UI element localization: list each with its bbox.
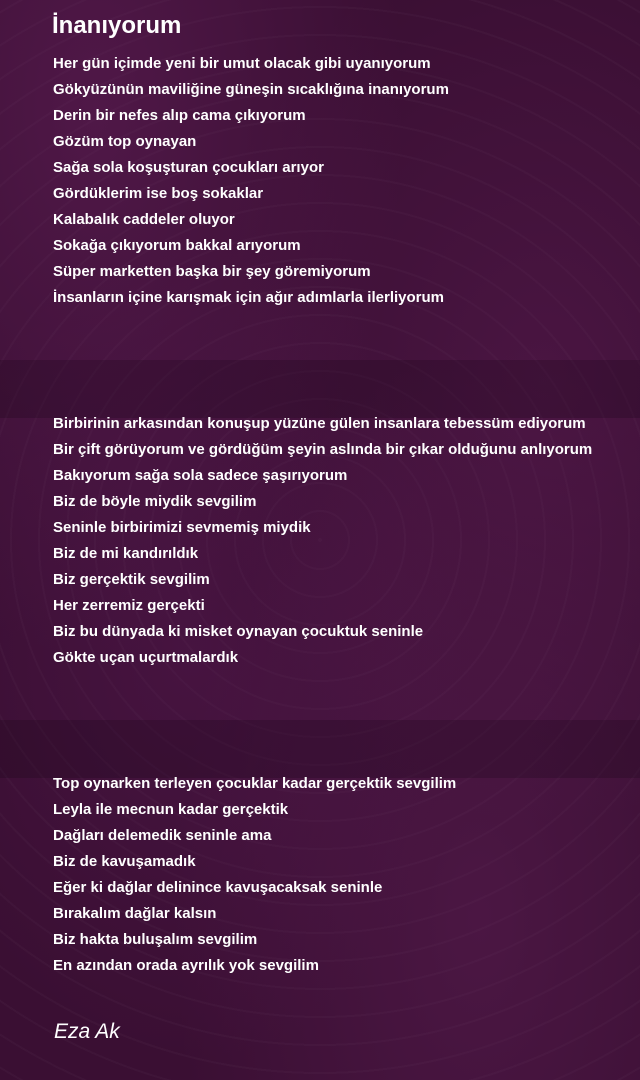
poem-line: Biz de kavuşamadık: [53, 853, 196, 870]
poem-line: İnsanların içine karışmak için ağır adımlarla ilerliyorum: [53, 289, 445, 306]
poem-line: Derin bir nefes alıp cama çıkıyorum: [53, 107, 306, 124]
poem-line: Gözüm top oynayan: [53, 133, 197, 150]
poem-line: Her gün içimde yeni bir umut olacak gibi uyanıyorum: [53, 55, 431, 72]
poem-author: Eza Ak: [54, 1020, 120, 1043]
poem-line: Birbirinin arkasından konuşup yüzüne gülen insanlara tebessüm ediyorum: [53, 415, 586, 432]
poem-line: Gördüklerim ise boş sokaklar: [53, 185, 264, 202]
stanza-3: [53, 771, 456, 979]
poem-line: En azından orada ayrılık yok sevgilim: [53, 957, 319, 974]
poem-line: Gökte uçan uçurtmalardık: [53, 649, 239, 666]
poem-line: Dağları delemedik seninle ama: [53, 827, 272, 844]
poem-title: İnanıyorum: [52, 12, 182, 39]
poem-line: Sağa sola koşuşturan çocukları arıyor: [53, 159, 324, 176]
poem-line: Bakıyorum sağa sola sadece şaşırıyorum: [53, 467, 348, 484]
poem-line: Biz hakta buluşalım sevgilim: [53, 931, 258, 948]
poem-line: Biz de böyle miydik sevgilim: [53, 493, 257, 510]
poem-line: Biz gerçektik sevgilim: [53, 571, 210, 588]
poem-line: Süper marketten başka bir şey göremiyorum: [53, 263, 371, 280]
stanza-1: [53, 51, 449, 311]
stanza-2: [53, 411, 592, 671]
poem-line: Gökyüzünün maviliğine güneşin sıcaklığına inanıyorum: [53, 81, 449, 98]
poem-line: Eğer ki dağlar delinince kavuşacaksak seninle: [53, 879, 383, 896]
poem-line: Top oynarken terleyen çocuklar kadar gerçektik sevgilim: [53, 775, 457, 792]
poem-line: Biz bu dünyada ki misket oynayan çocuktuk seninle: [53, 623, 424, 640]
poem-line: Seninle birbirimizi sevmemiş miydik: [53, 519, 311, 536]
poem-line: Bırakalım dağlar kalsın: [53, 905, 217, 922]
poem-line: Kalabalık caddeler oluyor: [53, 211, 235, 228]
poem-line: Bir çift görüyorum ve gördüğüm şeyin aslında bir çıkar olduğunu anlıyorum: [53, 441, 593, 458]
poem-line: Leyla ile mecnun kadar gerçektik: [53, 801, 289, 818]
background-band: [0, 360, 640, 418]
poem-line: Her zerremiz gerçekti: [53, 597, 205, 614]
background-band: [0, 720, 640, 778]
poem-line: Biz de mi kandırıldık: [53, 545, 199, 562]
poem-line: Sokağa çıkıyorum bakkal arıyorum: [53, 237, 301, 254]
